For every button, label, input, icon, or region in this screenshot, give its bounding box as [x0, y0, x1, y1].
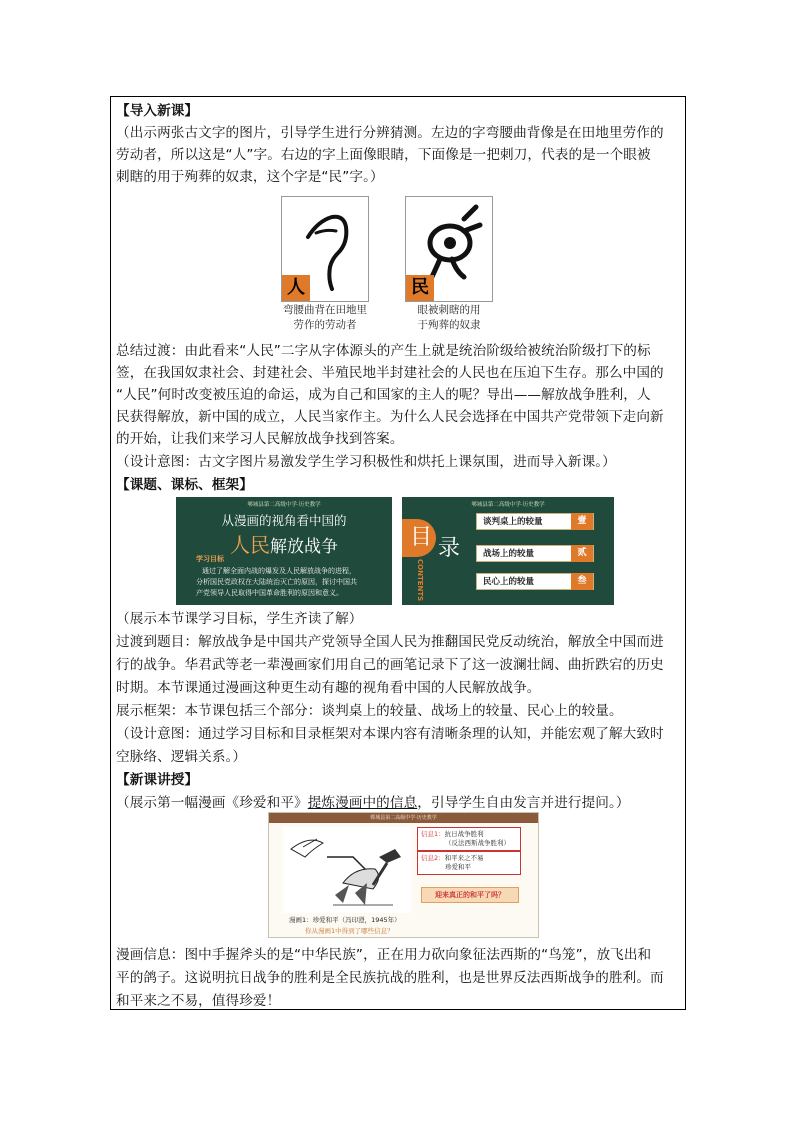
contents-row-2: 战场上的较量 贰 [476, 545, 594, 562]
contents-row-3: 民心上的较量 叁 [476, 573, 594, 590]
section-heading-intro: 【导入新课】 [116, 103, 199, 119]
slide-title-header: 郸城县第二高级中学·历史教学 [247, 502, 321, 508]
topic-line-2: 过渡到题目：解放战争是中国共产党领导全国人民为推翻国民党反动统治，解放全中国而进 [116, 634, 664, 650]
contents-row-1: 谈判桌上的较量 壹 [476, 513, 594, 530]
cartoon-prompt: 你从漫画1中得到了哪些信息？ [305, 927, 394, 935]
section-heading-new: 【新课讲授】 [116, 772, 199, 788]
cartoon-info-line-2: 平的鸽子。这说明抗日战争的胜利是全民族抗战的胜利，也是世界反法西斯战争的胜利。而 [116, 970, 664, 986]
glyph-card-min [405, 196, 493, 302]
slide-cartoon [268, 812, 539, 938]
slide-title-line1: 从漫画的视角看中国的 [221, 513, 347, 528]
info-box-1: 信息1：抗日战争胜利 （反法西斯战争胜利） [417, 827, 521, 851]
summary-line-2: 签，在我国奴隶社会、封建社会、半殖民地半封建社会的人民也在压迫下生存。那么中国的 [116, 365, 664, 381]
peace-cartoon-illustration [283, 827, 411, 913]
topic-line-1: （展示本节课学习目标，学生齐读了解） [116, 611, 363, 627]
slide-title-line2: 人民解放战争 [230, 533, 338, 557]
slide-title-goal-3: 产党领导人民取得中国革命胜利的原因和意义。 [196, 589, 343, 597]
question-callout: 迎来真正的和平了吗？ [421, 887, 519, 903]
cartoon-info-line-3: 和平来之不易，值得珍爱！ [116, 993, 281, 1009]
glyph-tag-min: 民 [406, 275, 434, 301]
glyph-card-ren [281, 196, 369, 302]
topic-line-6: （设计意图：通过学习目标和目录框架对本课内容有清晰条理的认知，并能宏观了解大致时 [116, 726, 664, 742]
glyph-tag-ren: 人 [282, 275, 310, 301]
summary-line-5: 的开始，让我们来学习人民解放战争找到答案。 [116, 431, 404, 447]
intro-line-2: 劳动者，所以这是“人”字。右边的字上面像眼睛，下面像是一把刺刀，代表的是一个眼被 [116, 147, 651, 163]
slide-contents-header: 郸城县第二高级中学·历史教学 [471, 502, 545, 508]
contents-big-right: 录 [438, 536, 461, 561]
glyph-caption-ren: 弯腰曲背在田地里 劳作的劳动者 [283, 304, 367, 331]
summary-line-1: 总结过渡：由此看来“人民”二字从字体源头的产生上就是统治阶级给被统治阶级打下的标 [116, 343, 651, 359]
new-intro-line: （展示第一幅漫画《珍爱和平》提炼漫画中的信息，引导学生自由发言并进行提问。） [116, 795, 630, 811]
glyph-caption-min: 眼被刺瞎的用 于殉葬的奴隶 [417, 304, 481, 331]
summary-design-intent: （设计意图：古文字图片易激发学生学习积极性和烘托上课氛围，进而导入新课。） [116, 454, 616, 470]
slide-title [176, 497, 392, 605]
contents-badge: 目 [402, 519, 436, 557]
topic-line-4: 时期。本节课通过漫画这种更生动有趣的视角看中国的人民解放战争。 [116, 680, 541, 696]
topic-line-3: 行的战争。华君武等老一辈漫画家们用自己的画笔记录下了这一波澜壮阔、曲折跌宕的历史 [116, 657, 664, 673]
slide-title-goal-2: 分析国民党政权在大陆统治灭亡的原因，探讨中国共 [196, 578, 357, 586]
info-box-2: 信息2：和平来之不易 珍爱和平 [417, 851, 521, 875]
intro-line-1: （出示两张古文字的图片，引导学生进行分辨猜测。左边的字弯腰曲背像是在田地里劳作的 [116, 125, 664, 141]
summary-line-3: “人民”何时改变被压迫的命运，成为自己和国家的主人的呢？导出——解放战争胜利，人 [116, 387, 651, 403]
topic-line-5: 展示框架：本节课包括三个部分：谈判桌上的较量、战场上的较量、民心上的较量。 [116, 703, 623, 719]
cartoon-caption: 漫画1：珍爱和平（冯印澄，1945年） [289, 916, 401, 924]
summary-line-4: 民获得解放，新中国的成立，人民当家作主。为什么人民会选择在中国共产党带领下走向新 [116, 409, 664, 425]
intro-line-3: 刺瞎的用于殉葬的奴隶，这个字是“民”字。） [116, 169, 384, 185]
slide-title-goal-1: 通过了解全面内战的爆发及人民解放战争的进程， [202, 567, 356, 575]
slide-cartoon-header: 郸城县第二高级中学·历史教学 [269, 813, 538, 823]
slide-title-goal-label: 学习目标 [196, 555, 224, 563]
contents-vertical-en: CONTENTS [416, 559, 424, 602]
cartoon-info-line-1: 漫画信息：图中手握斧头的是“中华民族”，正在用力砍向象征法西斯的“鸟笼”，放飞出和 [116, 947, 652, 963]
topic-line-7: 空脉络、逻辑关系。） [116, 749, 247, 765]
section-heading-topic: 【课题、课标、框架】 [116, 477, 253, 493]
slide-contents [402, 497, 614, 605]
